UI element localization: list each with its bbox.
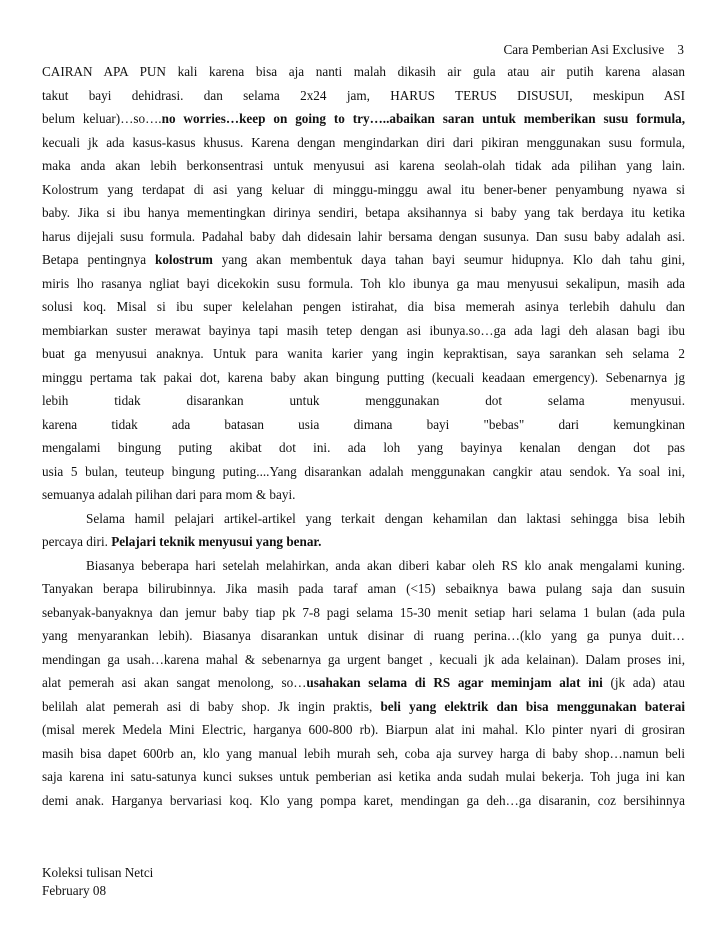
text-line — [42, 460, 685, 484]
bold-text: no worries…keep on going to try…..abaikan saran untuk memberikan susu formula, — [161, 111, 685, 126]
text-run: (jk ada) atau — [602, 675, 685, 690]
text-line — [42, 554, 685, 578]
footer-date: February 08 — [42, 883, 107, 898]
text-line — [42, 577, 685, 601]
bold-text: usahakan selama di RS agar meminjam alat ini — [306, 675, 603, 690]
text-line — [42, 366, 685, 390]
text-run: membiarkan suster merawat bayinya tapi masih tetep dengan asi ibunya.so…ga ada lagi deh alasan bagi ibu — [42, 322, 685, 338]
text-run: masih bisa dapet 600rb an, klo yang manual lebih murah seh, coba aja survey harga di baby shop…namun beli — [42, 745, 685, 761]
bold-text: beli yang elektrik dan bisa menggunakan baterai — [380, 698, 686, 714]
text-line — [42, 84, 685, 108]
text-line — [42, 718, 685, 742]
text-line — [42, 178, 685, 202]
text-line — [42, 436, 685, 460]
text-run: buat ga menyusui anaknya. Untuk para wanita karier yang ingin kepraktisan, saya sarankan seh selama 2 — [42, 346, 685, 361]
text-run: solusi koq. Misal si ibu super kelelahan pengen istirahat, dia bisa memerah asinya terlebih dahulu dan — [42, 299, 685, 314]
text-line — [42, 695, 685, 719]
text-run: semuanya adalah pilihan dari para mom & bayi. — [42, 487, 296, 502]
text-run: belum keluar)…so…. — [42, 111, 162, 126]
text-run: baby. Jika si ibu hanya mementingkan dirinya sendiri, betapa aksihannya si baby yang tak berdaya itu ketika — [42, 205, 685, 220]
document-title: Cara Pemberian Asi Exclusive — [503, 42, 665, 57]
page-footer — [42, 864, 153, 900]
text-line — [42, 789, 685, 813]
text-line — [42, 671, 685, 695]
text-run: Kolostrum yang terdapat di asi yang keluar di minggu-minggu awal itu bener-bener penyambung nyawa si — [42, 181, 685, 197]
text-run: Tanyakan berapa bilirubinnya. Jika masih pada taraf aman (<15) sebaiknya bawa pulang saja dan susuin — [42, 581, 685, 596]
page-number: 3 — [677, 42, 684, 57]
text-run: Biasanya beberapa hari setelah melahirkan, anda akan diberi kabar oleh RS klo anak mengalami kuning. — [86, 557, 685, 573]
text-run: harus dijejali susu formula. Padahal baby dah didesain lahir bersama dengan susunya. Dan susu baby adalah asi. — [42, 228, 685, 244]
text-line — [42, 765, 685, 789]
text-run: yang akan membentuk daya tahan bayi seumur hidupnya. Klo dah tahu gini, — [212, 252, 685, 267]
text-line — [42, 248, 685, 272]
text-line — [42, 319, 685, 343]
text-run: sebanyak-banyaknya dan jemur baby tiap pk 7-8 pagi selama 15-30 menit setiap hari selama 1 bulan (ada pula — [42, 604, 685, 620]
text-line — [42, 483, 685, 507]
text-run: usia 5 bulan, teuteup bingung puting....Yang disarankan adalah menggunakan cangkir atau sendok. Ya soal ini, — [42, 463, 685, 479]
text-run: miris lho rasanya ngliat bayi dicekokin susu formula. Toh klo ibunya ga mau menyusui sekalipun, masih ada — [42, 275, 685, 291]
text-line — [42, 225, 685, 249]
text-run: CAIRAN APA PUN kali karena bisa aja nanti malah dikasih air gula atau air putih karena alasan — [42, 64, 685, 79]
text-run: takut bayi dehidrasi. dan selama 2x24 jam, HARUS TERUS DISUSUI, meskipun ASI — [42, 87, 685, 103]
text-run: percaya diri. — [42, 534, 112, 549]
text-run: alat pemerah asi akan sangat menolong, so… — [42, 675, 307, 690]
text-line — [42, 295, 685, 319]
text-line — [42, 131, 685, 155]
text-run: saja karena ini satu-satunya kunci sukses untuk pemberian asi ketika anda sudah mulai bekerja. Toh juga ini kan — [42, 769, 685, 784]
page-header — [503, 42, 684, 58]
text-line — [42, 648, 685, 672]
text-run: karena tidak ada batasan usia dimana bayi "bebas" dari kemungkinan — [42, 416, 685, 432]
text-run: lebih tidak disarankan untuk menggunakan dot selama menyusui. — [42, 393, 685, 408]
text-line — [42, 107, 685, 131]
body-text — [42, 60, 685, 812]
footer-collection: Koleksi tulisan Netci — [42, 865, 154, 880]
text-line — [42, 742, 685, 766]
text-run: (misal merek Medela Mini Electric, harganya 600-800 rb). Biarpun alat ini mahal. Klo pinter nyari di grosiran — [42, 722, 685, 737]
text-line — [42, 530, 685, 554]
text-run: minggu pertama tak pakai dot, karena baby akan bingung putting (kecuali keadaan emergency). Sebenarnya jg — [42, 369, 685, 385]
text-run: Betapa pentingnya — [42, 252, 155, 267]
text-line — [42, 60, 685, 84]
text-line — [42, 507, 685, 531]
text-line — [42, 624, 685, 648]
text-run: belilah alat pemerah asi di baby shop. Jk ingin praktis, — [42, 698, 381, 714]
text-line — [42, 154, 685, 178]
text-run: maka anda akan lebih berkonsentrasi untuk menyusui asi karena seolah-olah tidak ada pilihan yang lain. — [42, 158, 685, 173]
text-line — [42, 342, 685, 366]
bold-text: kolostrum — [154, 252, 213, 267]
text-run: demi anak. Harganya bervariasi koq. Klo yang pompa karet, mendingan ga deh…ga disaranin, coz bersihinnya — [42, 792, 685, 808]
text-line — [42, 272, 685, 296]
text-line — [42, 413, 685, 437]
text-run: yang menyarankan lebih). Biasanya disarankan untuk disinar di ruang perina…(klo yang ga punya duit… — [42, 628, 685, 643]
text-run: mengalami bingung puting akibat dot ini. ada loh yang bayinya kenalan dengan dot pas — [42, 440, 685, 455]
text-line — [42, 389, 685, 413]
bold-text: Pelajari teknik menyusui yang benar. — [111, 534, 322, 549]
text-line — [42, 601, 685, 625]
text-run: mendingan ga usah…karena mahal & sebenarnya ga urgent banget , kecuali jk ada kelainan). Dalam proses ini, — [42, 651, 685, 667]
text-run: kecuali jk ada kasus-kasus khusus. Karena dengan mengindarkan diri dari pikiran menggunakan susu formula, — [42, 134, 685, 150]
text-run: Selama hamil pelajari artikel-artikel yang terkait dengan kehamilan dan laktasi sehingga bisa lebih — [86, 510, 685, 526]
text-line — [42, 201, 685, 225]
